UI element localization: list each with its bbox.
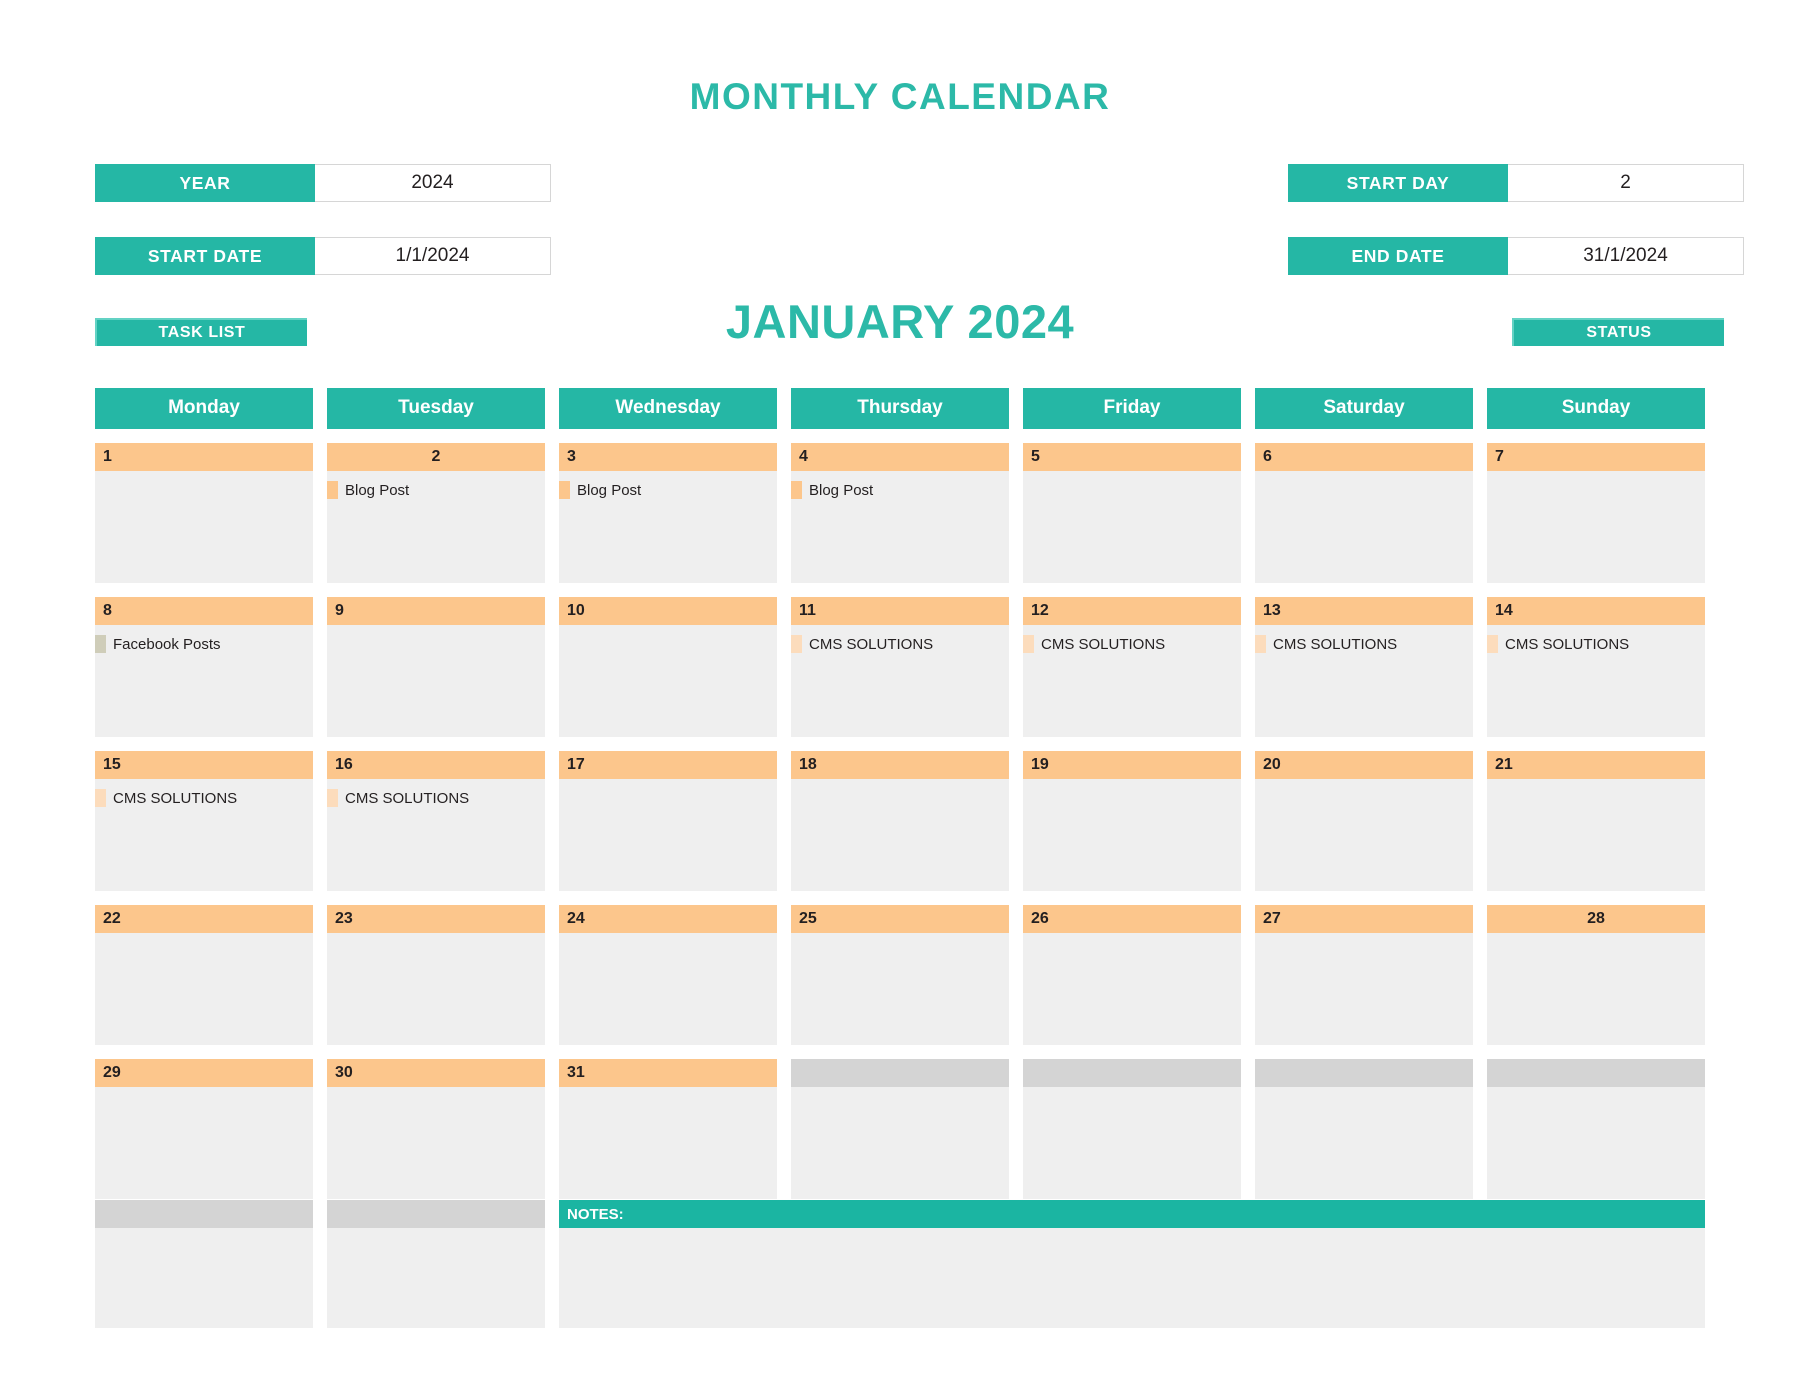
day-number: 28 [1487, 905, 1705, 933]
day-number: 23 [327, 905, 545, 933]
day-cell[interactable] [95, 1059, 313, 1199]
day-cell[interactable] [95, 751, 313, 891]
day-number: 18 [791, 751, 1009, 779]
day-cell[interactable] [327, 1059, 545, 1199]
weekday-header: Monday [95, 388, 313, 429]
day-number: 7 [1487, 443, 1705, 471]
day-cell[interactable] [1487, 597, 1705, 737]
bottom-cell-1[interactable] [95, 1200, 313, 1328]
day-cell[interactable] [559, 443, 777, 583]
day-cell[interactable] [327, 597, 545, 737]
event-color-swatch [791, 635, 802, 653]
year-field [95, 164, 551, 202]
day-number-empty [1255, 1059, 1473, 1087]
bottom-cell-head [95, 1200, 313, 1228]
day-cell[interactable] [559, 751, 777, 891]
day-cell[interactable] [791, 1059, 1009, 1199]
day-number: 12 [1023, 597, 1241, 625]
day-cell[interactable] [327, 751, 545, 891]
event-label: CMS SOLUTIONS [1041, 635, 1166, 653]
day-number: 5 [1023, 443, 1241, 471]
weekday-header: Saturday [1255, 388, 1473, 429]
day-number: 8 [95, 597, 313, 625]
event-color-swatch [95, 635, 106, 653]
day-event[interactable] [327, 789, 545, 807]
start-day-value[interactable]: 2 [1508, 164, 1744, 202]
day-number: 15 [95, 751, 313, 779]
event-color-swatch [1023, 635, 1034, 653]
calendar-week-row [95, 905, 1705, 1045]
day-number: 20 [1255, 751, 1473, 779]
event-color-swatch [791, 481, 802, 499]
day-event[interactable] [791, 481, 1009, 499]
start-day-label: START DAY [1288, 164, 1508, 202]
weekday-header: Wednesday [559, 388, 777, 429]
day-cell[interactable] [1023, 905, 1241, 1045]
weekday-header: Sunday [1487, 388, 1705, 429]
start-date-label: START DATE [95, 237, 315, 275]
event-label: Blog Post [577, 481, 642, 499]
tab-status[interactable]: STATUS [1512, 318, 1724, 346]
year-value[interactable]: 2024 [315, 164, 551, 202]
day-cell[interactable] [1255, 597, 1473, 737]
calendar-week-row [95, 751, 1705, 891]
day-number: 14 [1487, 597, 1705, 625]
day-number-empty [791, 1059, 1009, 1087]
page-title: MONTHLY CALENDAR [689, 76, 1111, 117]
day-number: 25 [791, 905, 1009, 933]
day-number: 21 [1487, 751, 1705, 779]
day-number: 2 [327, 443, 545, 471]
start-day-field [1288, 164, 1744, 202]
event-color-swatch [95, 789, 106, 807]
day-number: 13 [1255, 597, 1473, 625]
tab-task-list[interactable]: TASK LIST [95, 318, 307, 346]
calendar-week-row [95, 443, 1705, 583]
calendar-week-row [95, 1059, 1705, 1199]
event-label: CMS SOLUTIONS [1273, 635, 1398, 653]
event-label: CMS SOLUTIONS [345, 789, 470, 807]
day-cell[interactable] [1255, 443, 1473, 583]
year-label: YEAR [95, 164, 315, 202]
day-number: 22 [95, 905, 313, 933]
bottom-cell-head [327, 1200, 545, 1228]
end-date-field [1288, 237, 1744, 275]
day-cell[interactable] [791, 443, 1009, 583]
day-number: 11 [791, 597, 1009, 625]
event-label: Blog Post [809, 481, 874, 499]
day-cell[interactable] [791, 597, 1009, 737]
day-number: 4 [791, 443, 1009, 471]
day-number: 17 [559, 751, 777, 779]
weekday-header-row [95, 388, 1705, 429]
day-number: 24 [559, 905, 777, 933]
day-event[interactable] [1255, 635, 1473, 653]
calendar-weeks [95, 443, 1705, 1199]
day-cell[interactable] [95, 443, 313, 583]
day-number: 26 [1023, 905, 1241, 933]
day-number: 3 [559, 443, 777, 471]
day-event[interactable] [791, 635, 1009, 653]
day-cell[interactable] [95, 597, 313, 737]
day-cell[interactable] [327, 905, 545, 1045]
day-cell[interactable] [1023, 751, 1241, 891]
day-number: 27 [1255, 905, 1473, 933]
day-event[interactable] [1487, 635, 1705, 653]
weekday-header: Friday [1023, 388, 1241, 429]
start-date-value[interactable]: 1/1/2024 [315, 237, 551, 275]
bottom-cell-2[interactable] [327, 1200, 545, 1328]
day-cell[interactable] [1487, 1059, 1705, 1199]
day-event[interactable] [95, 635, 313, 653]
day-cell[interactable] [1255, 1059, 1473, 1199]
day-event[interactable] [1023, 635, 1241, 653]
day-cell[interactable] [327, 443, 545, 583]
day-event[interactable] [95, 789, 313, 807]
day-number-empty [1487, 1059, 1705, 1087]
day-number: 19 [1023, 751, 1241, 779]
day-number: 9 [327, 597, 545, 625]
event-color-swatch [1487, 635, 1498, 653]
day-number: 31 [559, 1059, 777, 1087]
end-date-value[interactable]: 31/1/2024 [1508, 237, 1744, 275]
day-cell[interactable] [1487, 443, 1705, 583]
event-label: Blog Post [345, 481, 410, 499]
day-number: 16 [327, 751, 545, 779]
day-event[interactable] [327, 481, 545, 499]
start-date-field [95, 237, 551, 275]
notes-panel[interactable] [559, 1200, 1705, 1328]
day-cell[interactable] [791, 751, 1009, 891]
weekday-header: Tuesday [327, 388, 545, 429]
day-cell[interactable] [1023, 443, 1241, 583]
calendar-grid [95, 388, 1705, 1199]
day-cell[interactable] [1255, 905, 1473, 1045]
day-number: 1 [95, 443, 313, 471]
day-event[interactable] [559, 481, 777, 499]
day-cell[interactable] [559, 905, 777, 1045]
event-label: CMS SOLUTIONS [113, 789, 238, 807]
day-cell[interactable] [1255, 751, 1473, 891]
day-number: 10 [559, 597, 777, 625]
day-cell[interactable] [1487, 751, 1705, 891]
day-cell[interactable] [95, 905, 313, 1045]
event-label: CMS SOLUTIONS [1505, 635, 1630, 653]
day-cell[interactable] [1023, 597, 1241, 737]
day-number: 30 [327, 1059, 545, 1087]
event-color-swatch [327, 789, 338, 807]
day-cell[interactable] [1487, 905, 1705, 1045]
day-number-empty [1023, 1059, 1241, 1087]
bottom-row [95, 1200, 1705, 1328]
end-date-label: END DATE [1288, 237, 1508, 275]
weekday-header: Thursday [791, 388, 1009, 429]
day-cell[interactable] [559, 1059, 777, 1199]
day-number: 29 [95, 1059, 313, 1087]
event-color-swatch [327, 481, 338, 499]
day-number: 6 [1255, 443, 1473, 471]
day-cell[interactable] [791, 905, 1009, 1045]
event-label: CMS SOLUTIONS [809, 635, 934, 653]
day-cell[interactable] [559, 597, 777, 737]
calendar-week-row [95, 597, 1705, 737]
event-color-swatch [559, 481, 570, 499]
event-color-swatch [1255, 635, 1266, 653]
day-cell[interactable] [1023, 1059, 1241, 1199]
month-title: JANUARY 2024 [725, 295, 1075, 348]
event-label: Facebook Posts [113, 635, 221, 653]
notes-label: NOTES: [559, 1200, 1705, 1228]
